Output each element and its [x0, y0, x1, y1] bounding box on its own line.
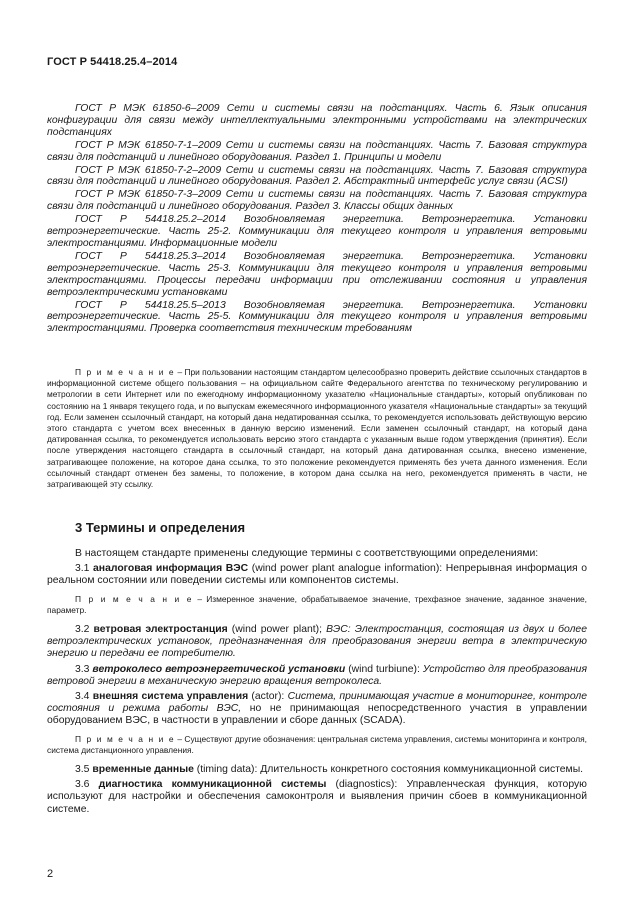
term-3-4-note [47, 734, 587, 756]
references-note [47, 367, 587, 490]
term-name: диагностика коммуникационной системы [98, 779, 327, 791]
normative-references-list [47, 103, 587, 336]
term-3-1-note [47, 594, 587, 616]
terms-section [47, 548, 587, 819]
term-name: ветроколесо ветроэнергетической установки [92, 663, 346, 675]
term-definition: (timing data): Длительность конкретного состояния коммуникационной системы. [193, 764, 584, 776]
term-3-1 [47, 563, 587, 587]
term-number: 3.4 [75, 691, 93, 703]
term-english: (wind power plant); [227, 624, 327, 636]
reference-item: ГОСТ Р МЭК 61850-6–2009 Сети и системы связи на подстанциях. Часть 6. Язык описания конфигурации для связи между интеллектуальными электронными устройствами на электрических подстанциях [47, 103, 587, 138]
term-definition-italic: Система, принимающая участие в мониторинге, контроле состояния и режима работы ВЭС, [47, 691, 588, 715]
term-definition: но не принимающая непосредственного участия в управлении оборудованием ВЭС, в частности в управлении и сборе данных (SCADA). [47, 703, 587, 727]
term-definition: ВЭС: Электростанция, состоящая из двух и более ветроэлектрических установок, предназначенная для преобразования энергии ветра в электрическую энергию и передачи ее потребителю. [47, 624, 587, 660]
term-definition: (wind power plant analogue information): Непрерывная информация о реальном состоянии или поведении системы или компонентов системы. [47, 563, 587, 587]
note-label: П р и м е ч а н и е [75, 367, 176, 377]
term-definition: Устройство для преобразования ветровой энергии в механическую энергию вращения ветроколеса. [47, 663, 587, 687]
term-english: (wind turbiune): [345, 663, 423, 675]
term-3-2 [47, 624, 587, 661]
reference-item: ГОСТ Р МЭК 61850-7-2–2009 Сети и системы связи на подстанциях. Часть 7. Базовая структура связи для подстанций и линейного оборудования. Раздел 2. Абстрактный интерфейс услуг связи (ACSI) [47, 164, 587, 188]
term-3-5 [47, 764, 587, 776]
term-number: 3.1 [75, 563, 94, 575]
reference-item: ГОСТ Р МЭК 61850-7-3–2009 Сети и системы связи на подстанциях. Часть 7. Базовая структура связи для подстанций и линейного оборудования. Раздел 3. Классы общих данных [47, 189, 587, 213]
term-name: временные данные [92, 764, 194, 776]
term-number: 3.5 [75, 764, 93, 776]
term-name: ветровая электростанция [93, 624, 228, 636]
note-text: – Существуют другие обозначения: центральная система управления, системы мониторинга и контроля, система дистанционного управления. [47, 733, 587, 755]
reference-item: ГОСТ Р 54418.25.3–2014 Возобновляемая энергетика. Ветроэнергетика. Установки ветроэнергетические. Часть 25-3. Коммуникации для текущего контроля и управления ветровыми электростанциями. Процессы передачи информации при отслеживании состояния и управления ветроэлектрическими установками [47, 250, 587, 298]
note-text: – Измеренное значение, обрабатываемое значение, трехфазное значение, заданное значение, параметр. [47, 593, 587, 615]
term-english: (actor): [248, 691, 288, 703]
reference-item: ГОСТ Р 54418.25.2–2014 Возобновляемая энергетика. Ветроэнергетика. Установки ветроэнергетические. Часть 25-2. Коммуникации для текущего контроля и управления ветровыми электростанциями. Информационные модели [47, 214, 587, 249]
term-name: внешняя система управления [92, 691, 249, 703]
section-title: 3 Термины и определения [75, 520, 246, 535]
term-definition: (diagnostics): Управленческая функция, которую используют для настройки и обеспечения самоконтроля и выявления причин сбоев в коммуникационной системе. [47, 779, 587, 815]
note-label: П р и м е ч а н и е [75, 593, 193, 604]
terms-intro: В настоящем стандарте применены следующие термины с соответствующими определениями: [75, 548, 539, 559]
note-label: П р и м е ч а н и е [75, 733, 176, 744]
reference-item: ГОСТ Р МЭК 61850-7-1–2009 Сети и системы связи на подстанциях. Часть 7. Базовая структура связи для подстанций и линейного оборудования. Раздел 1. Принципы и модели [47, 139, 587, 163]
document-code-header: ГОСТ Р 54418.25.4–2014 [47, 56, 178, 68]
page-number: 2 [47, 868, 54, 880]
term-number: 3.2 [75, 624, 94, 636]
note-text: – При пользовании настоящим стандартом целесообразно проверить действие ссылочных стандартов в информационной системе общего пользования – на официальном сайте Федерального агентства по техническому регулированию и метрологии в сети Интернет или по ежегодному информационному указателю «Национальные стандарты», который опубликован по состоянию на 1 января текущего года, и по выпускам ежемесячного информационного указателя «Национальные стандарты» за текущий год. Если заменен ссылочный стандарт, на который дана недатированная ссылка, то рекомендуется использовать действующую версию этого стандарта с учетом всех внесенных в данную версию изменений. Если заменен ссылочный стандарт, на который дана датированная ссылка, то рекомендуется использовать версию этого стандарта с указанным выше годом утверждения (принятия). Если после утверждения настоящего стандарта в ссылочный стандарт, на который дана датированная ссылка, внесено изменение, затрагивающее положение, на которое дана ссылка, то это положение рекомендуется применять без учета данного изменения. Если ссылочный стандарт отменен без замены, то положение, в котором дана ссылка на него, рекомендуется применять в части, не затрагивающей эту ссылку. [47, 367, 587, 490]
term-3-6 [47, 779, 587, 816]
term-name: аналоговая информация ВЭС [93, 563, 249, 575]
term-3-4 [47, 691, 587, 728]
reference-item: ГОСТ Р 54418.25.5–2013 Возобновляемая энергетика. Ветроэнергетика. Установки ветроэнергетические. Часть 25-5. Коммуникации для текущего контроля и управления ветровыми электростанциями. Проверка соответствия техническим требованиям [47, 299, 587, 335]
term-3-3 [47, 664, 587, 688]
term-number: 3.6 [75, 779, 99, 791]
term-number: 3.3 [75, 663, 93, 675]
